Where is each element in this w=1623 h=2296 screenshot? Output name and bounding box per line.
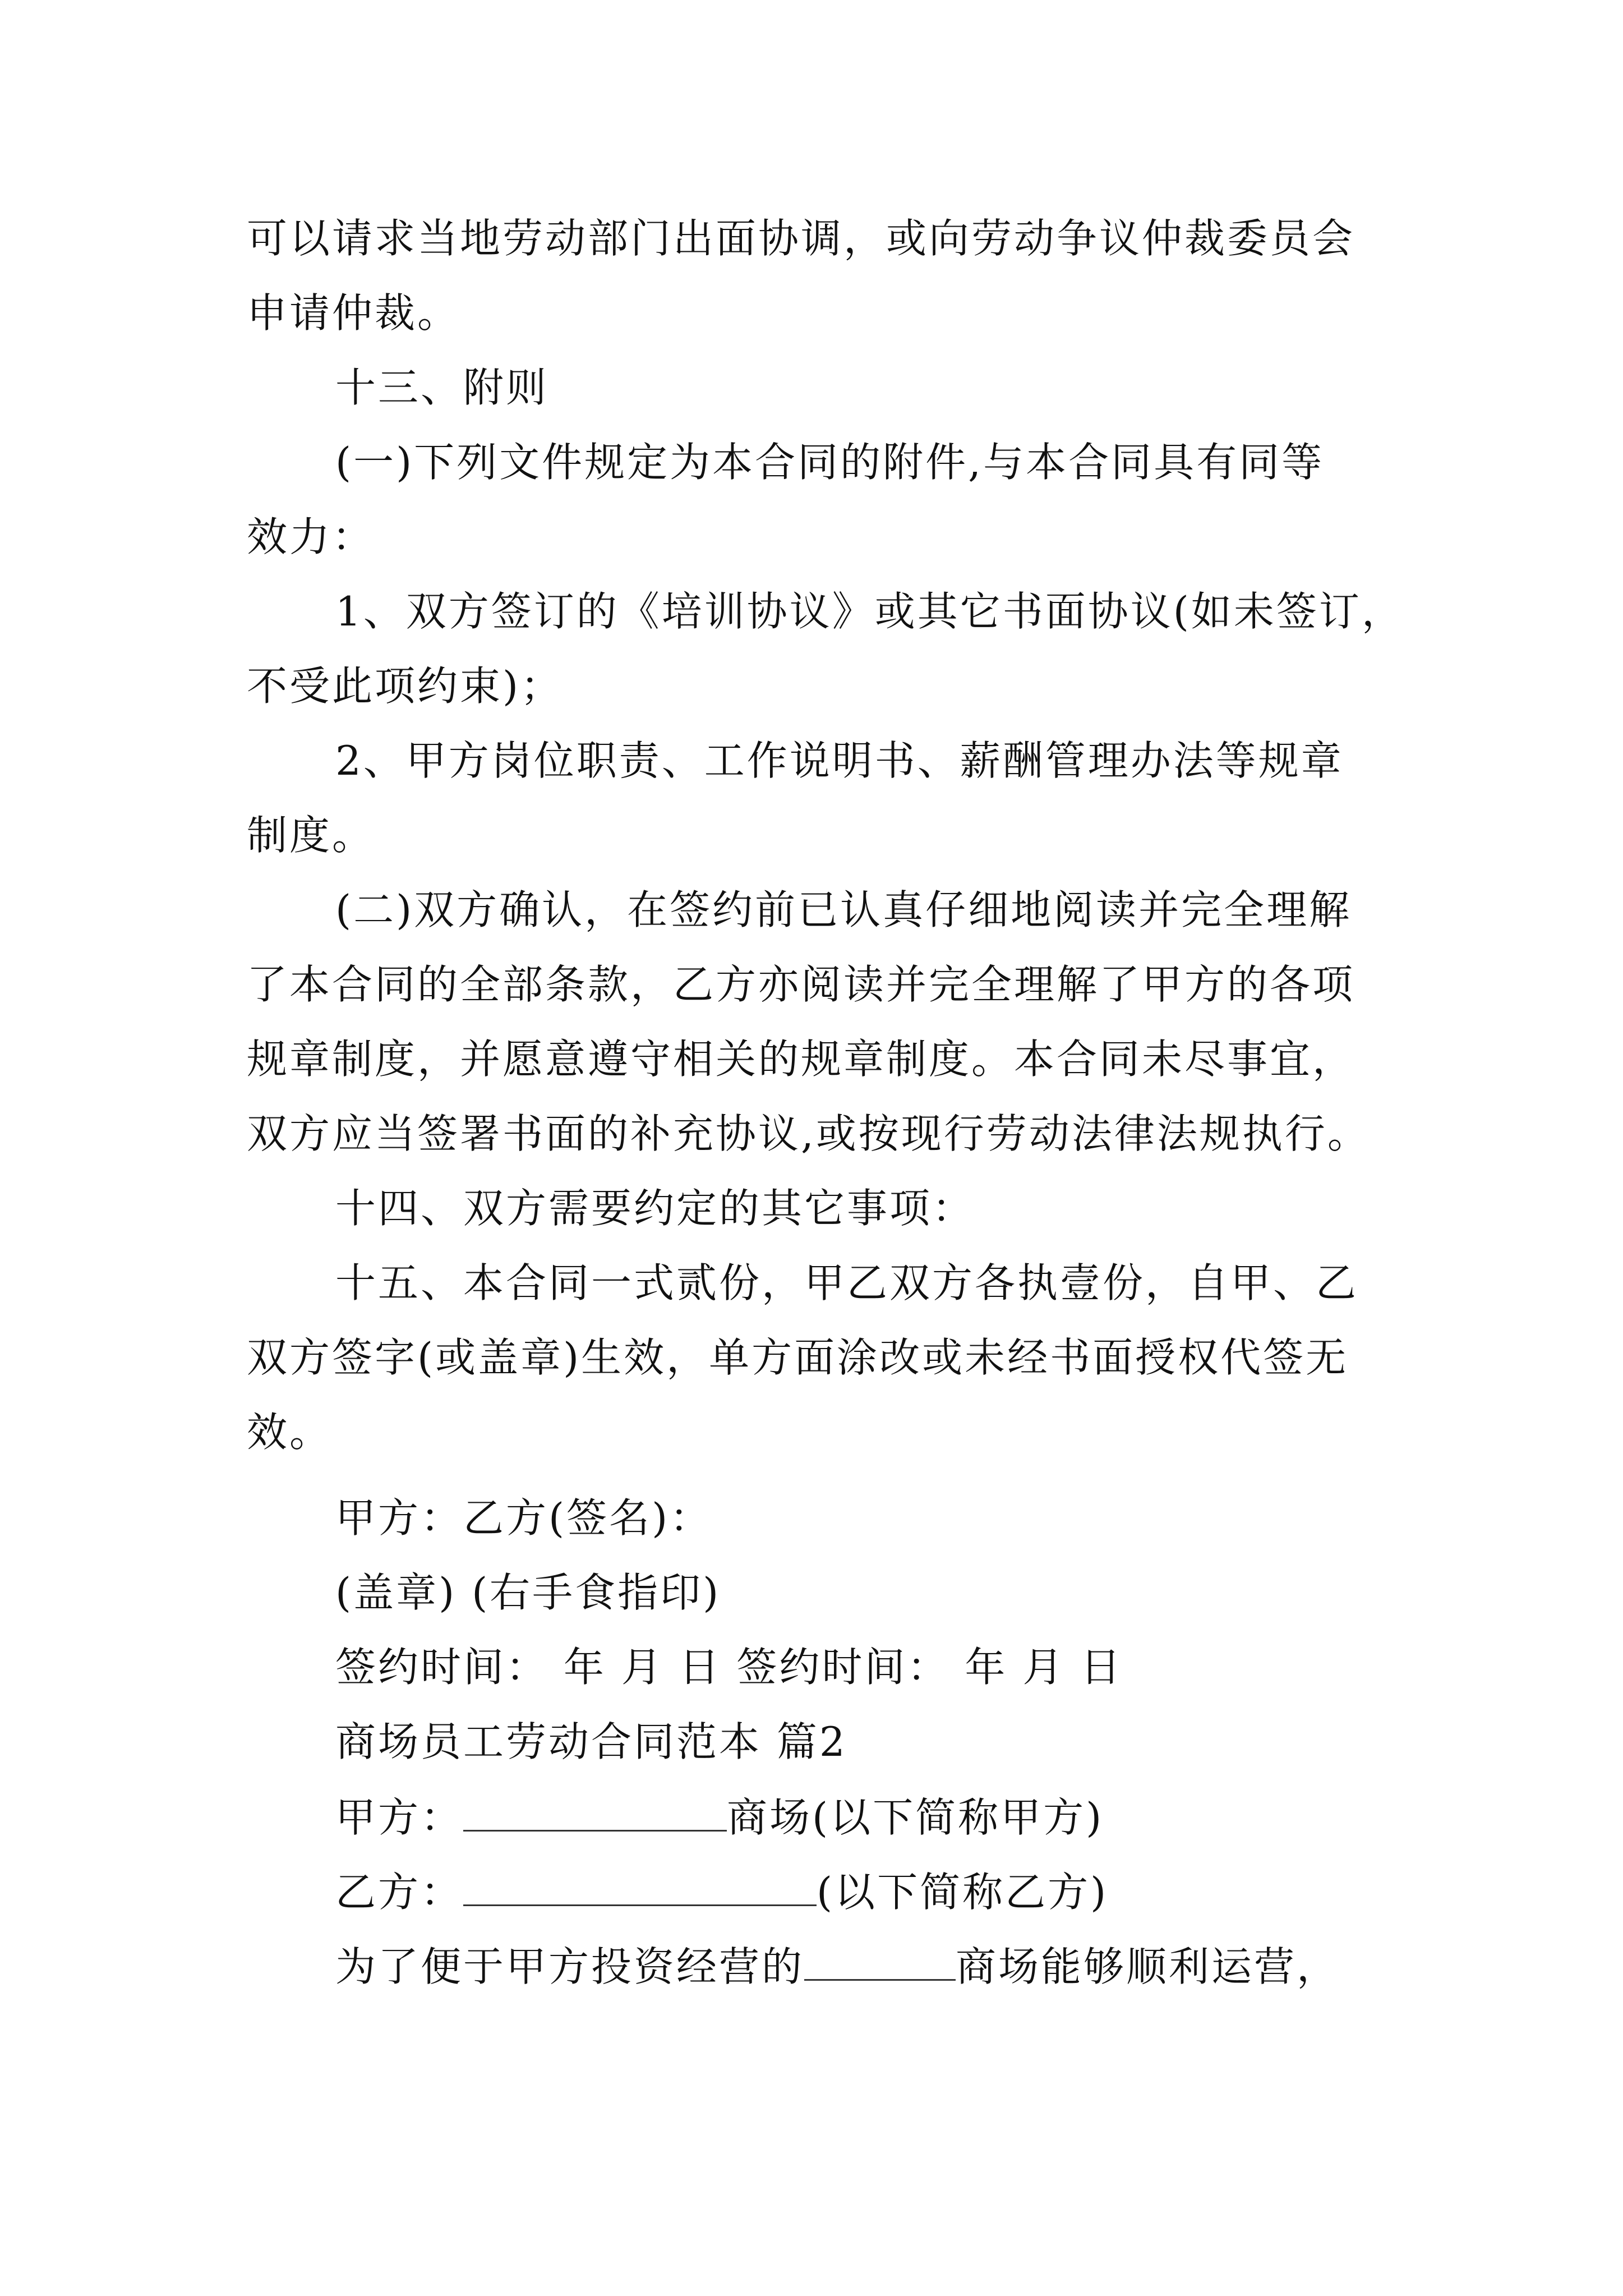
- signature-stamp: (盖章) (右手食指印): [335, 1569, 721, 1616]
- paragraph-line: (一)下列文件规定为本合同的附件,与本合同具有同等: [335, 439, 1325, 486]
- list-item-line: 不受此项约束)；: [247, 662, 564, 710]
- paragraph-line: 可以请求当地劳动部门出面协调，或向劳动争议仲裁委员会: [247, 215, 1355, 262]
- list-item-line: 制度。: [247, 812, 375, 859]
- party-b-suffix: (以下简称乙方): [817, 1869, 1109, 1916]
- paragraph-line: (二)双方确认，在签约前已认真仔细地阅读并完全理解: [335, 886, 1352, 933]
- paragraph-line: 效。: [247, 1409, 333, 1456]
- party-a-label: 甲方：: [335, 1794, 464, 1841]
- paragraph-line: 申请仲裁。: [247, 289, 460, 337]
- purpose-suffix: 商场能够顺利运营，: [956, 1943, 1340, 1990]
- mall-name-blank: [804, 1938, 956, 1981]
- paragraph-line: 规章制度，并愿意遵守相关的规章制度。本合同未尽事宜，: [247, 1036, 1355, 1083]
- party-b-line: [335, 1863, 1108, 1920]
- party-b-label: 乙方：: [335, 1869, 464, 1916]
- paragraph-line: 效力：: [247, 513, 375, 560]
- signature-dates: 签约时间： 年 月 日 签约时间： 年 月 日: [335, 1644, 1123, 1691]
- list-item-line: 2、甲方岗位职责、工作说明书、薪酬管理办法等规章: [335, 737, 1344, 784]
- party-a-suffix: 商场(以下简称甲方): [727, 1794, 1104, 1841]
- paragraph-line: 十五、本合同一式贰份，甲乙双方各执壹份，自甲、乙: [335, 1259, 1359, 1306]
- purpose-line: [335, 1938, 1339, 1995]
- party-a-blank: [463, 1788, 727, 1832]
- party-b-blank: [463, 1863, 817, 1906]
- party-a-line: [335, 1788, 1104, 1846]
- paragraph-line: 双方签字(或盖章)生效，单方面涂改或未经书面授权代签无: [247, 1334, 1349, 1381]
- section-heading: 十三、附则: [335, 364, 549, 411]
- signature-parties: 甲方：乙方(签名)：: [335, 1494, 713, 1542]
- paragraph-line: 了本合同的全部条款，乙方亦阅读并完全理解了甲方的各项: [247, 961, 1355, 1008]
- contract-title: 商场员工劳动合同范本 篇2: [335, 1718, 847, 1765]
- section-heading: 十四、双方需要约定的其它事项：: [335, 1185, 975, 1232]
- purpose-prefix: 为了便于甲方投资经营的: [335, 1943, 805, 1990]
- paragraph-line: 双方应当签署书面的补充协议,或按现行劳动法律法规执行。: [247, 1110, 1370, 1157]
- list-item-line: 1、双方签订的《培训协议》或其它书面协议(如未签订，: [335, 588, 1404, 635]
